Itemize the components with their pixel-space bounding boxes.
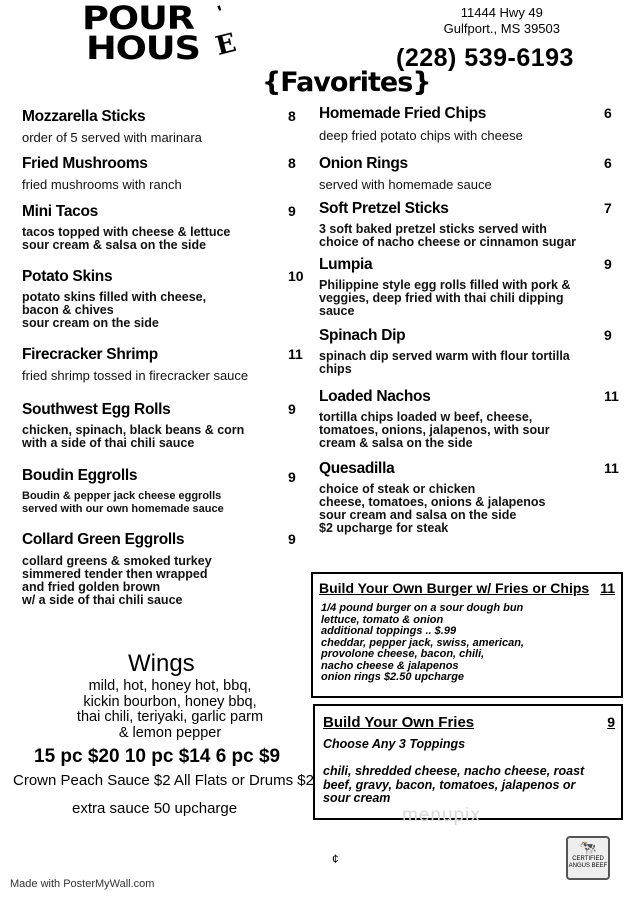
section-title: {Favorites} (262, 67, 431, 98)
left-item-name: Potato Skins (22, 268, 113, 285)
phone-number: (228) 539-6193 (396, 44, 574, 72)
right-item-description: served with homemade sauce (319, 177, 492, 192)
right-item-description: deep fried potato chips with cheese (319, 128, 523, 143)
right-item-description: tortilla chips loaded w beef, cheese, tomatoes, onions, jalapenos, with sour cream & salsa on the side (319, 410, 550, 450)
logo-accent-icon: ʹ (215, 1, 228, 25)
left-item-description: Boudin & pepper jack cheese eggrolls served with our own homemade sauce (22, 490, 224, 515)
fries-subtitle: Choose Any 3 Toppings (323, 737, 466, 751)
right-item-name: Quesadilla (319, 460, 395, 477)
left-item-price: 9 (288, 401, 296, 417)
left-item-price: 9 (288, 469, 296, 485)
wings-flavors: mild, hot, honey hot, bbq, kickin bourbon, honey bbq, thai chili, teriyaki, garlic parm & lemon pepper (76, 678, 264, 741)
right-item-name: Lumpia (319, 256, 373, 273)
right-item-description: spinach dip served warm with flour tortilla chips (319, 349, 570, 376)
left-item-name: Firecracker Shrimp (22, 346, 158, 363)
watermark: menupix (402, 805, 481, 826)
made-with-text: Made with PosterMyWall.com (10, 878, 155, 890)
right-item-name: Soft Pretzel Sticks (319, 200, 449, 217)
right-item-price: 9 (604, 256, 612, 272)
left-item-price: 8 (288, 108, 296, 124)
right-item-price: 9 (604, 327, 612, 343)
address-line-1: 11444 Hwy 49 (460, 5, 543, 20)
left-item-name: Mozzarella Sticks (22, 108, 146, 125)
burger-description: 1/4 pound burger on a sour dough bun lettuce, tomato & onion additional toppings .. $.99 cheddar, pepper jack, swiss, american, provolone cheese, bacon, chili, nacho cheese & jalapenos onion rings $2.50 upcharge (321, 602, 524, 683)
left-item-description: fried shrimp tossed in firecracker sauce (22, 368, 249, 383)
left-item-description: collard greens & smoked turkey simmered tender then wrapped and fried golden brown w/ a side of thai chili sauce (22, 554, 212, 607)
right-item-price: 6 (604, 155, 612, 171)
left-item-description: fried mushrooms with ranch (22, 177, 182, 192)
left-item-price: 9 (288, 531, 296, 547)
right-item-price: 7 (604, 200, 612, 216)
logo (82, 2, 252, 68)
fries-box (313, 704, 623, 820)
logo-line-1: POUR (82, 0, 194, 37)
badge-text: CERTIFIED ANGUS BEEF (568, 856, 608, 869)
right-item-name: Loaded Nachos (319, 388, 431, 405)
footer-mark: ¢ (332, 852, 339, 866)
left-item-price: 11 (288, 346, 303, 362)
left-item-price: 10 (288, 268, 304, 284)
fries-title: Build Your Own Fries (323, 714, 475, 731)
right-item-description: Philippine style egg rolls filled with pork & veggies, deep fried with thai chili dipping sauce (319, 278, 571, 318)
fries-description: chili, shredded cheese, nacho cheese, roast beef, gravy, bacon, tomatoes, jalapenos or sour cream (323, 764, 585, 805)
right-item-name: Onion Rings (319, 155, 408, 172)
wings-extra-sauce: extra sauce 50 upcharge (72, 800, 238, 817)
angus-beef-badge (566, 836, 610, 880)
wings-title: Wings (128, 650, 195, 677)
left-item-name: Boudin Eggrolls (22, 467, 138, 484)
left-item-description: potato skins filled with cheese, bacon & chives sour cream on the side (22, 290, 207, 330)
left-item-description: tacos topped with cheese & lettuce sour cream & salsa on the side (22, 225, 231, 252)
left-item-name: Fried Mushrooms (22, 155, 148, 172)
left-item-name: Collard Green Eggrolls (22, 531, 185, 548)
right-item-price: 6 (604, 105, 612, 121)
right-item-price: 11 (604, 460, 619, 476)
cow-icon: 🐄 (579, 839, 597, 855)
logo-e: E (212, 28, 240, 62)
address-line-2: Gulfport., MS 39503 (443, 21, 560, 36)
right-item-price: 11 (604, 388, 619, 404)
right-item-name: Spinach Dip (319, 327, 406, 344)
burger-box (311, 572, 623, 698)
fries-price: 9 (607, 714, 615, 730)
logo-line-2: HOUS (86, 29, 200, 67)
left-item-name: Southwest Egg Rolls (22, 401, 171, 418)
wings-extras: Crown Peach Sauce $2 All Flats or Drums $2 (13, 772, 314, 789)
wings-prices: 15 pc $20 10 pc $14 6 pc $9 (34, 746, 281, 767)
address (444, 5, 560, 37)
right-item-description: choice of steak or chicken cheese, tomatoes, onions & jalapenos sour cream and salsa on the side $2 upcharge for steak (319, 482, 546, 535)
left-item-description: chicken, spinach, black beans & corn with a side of thai chili sauce (22, 423, 245, 450)
left-item-price: 8 (288, 155, 296, 171)
burger-title: Build Your Own Burger w/ Fries or Chips (319, 580, 590, 596)
left-item-description: order of 5 served with marinara (22, 130, 202, 145)
right-item-description: 3 soft baked pretzel sticks served with choice of nacho cheese or cinnamon sugar (319, 222, 577, 249)
left-item-price: 9 (288, 203, 296, 219)
burger-price: 11 (600, 580, 615, 596)
right-item-name: Homemade Fried Chips (319, 105, 487, 122)
left-item-name: Mini Tacos (22, 203, 98, 220)
